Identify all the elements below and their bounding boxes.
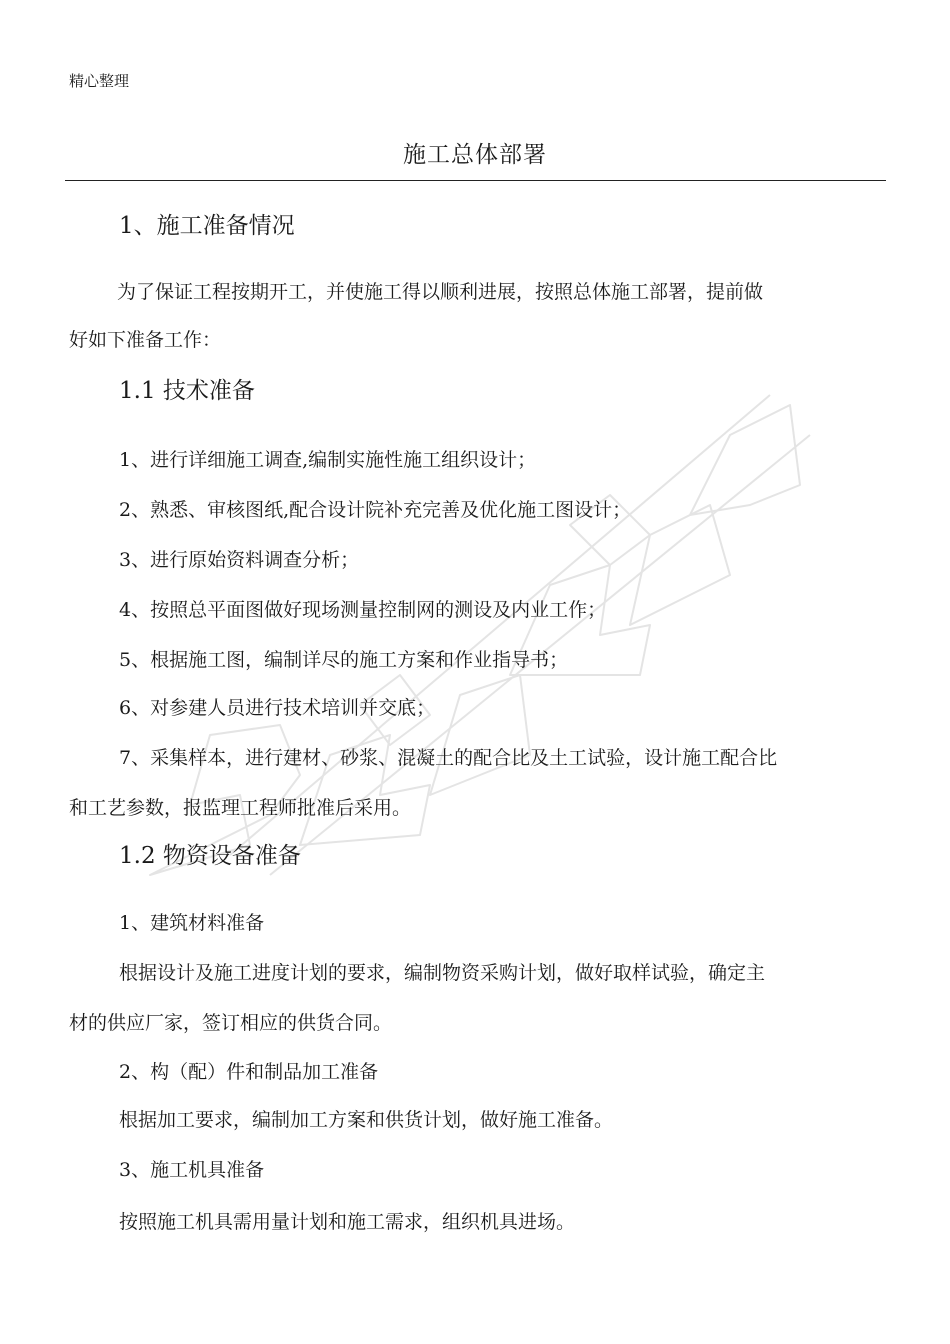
tech-item-6: 6、对参建人员进行技术培训并交底； — [119, 697, 436, 719]
intro-line-2: 好如下准备工作： — [69, 329, 222, 351]
intro-paragraph — [69, 268, 884, 364]
tech-item-1: 1、进行详细施工调查,编制实施性施工组织设计； — [119, 449, 537, 471]
title-divider — [65, 180, 886, 181]
machinery-heading: 3、施工机具准备 — [119, 1159, 265, 1181]
section-heading-1-2: 1.2 物资设备准备 — [119, 843, 301, 869]
tech-item-4: 4、按照总平面图做好现场测量控制网的测设及内业工作； — [119, 599, 607, 621]
document-title: 施工总体部署 — [403, 142, 547, 168]
components-text: 根据加工要求，编制加工方案和供货计划，做好施工准备。 — [119, 1109, 614, 1131]
tech-item-7: 7、采集样本，进行建材、砂浆、混凝土的配合比及土工试验，设计施工配合比 — [119, 747, 778, 769]
machinery-text: 按照施工机具需用量计划和施工需求，组织机具进场。 — [119, 1211, 576, 1233]
materials-heading: 1、建筑材料准备 — [119, 912, 265, 934]
materials-line-1: 根据设计及施工进度计划的要求，编制物资采购计划，做好取样试验，确定主 — [119, 962, 766, 984]
tech-item-5: 5、根据施工图，编制详尽的施工方案和作业指导书； — [119, 649, 569, 671]
section-heading-1-1: 1.1 技术准备 — [119, 378, 255, 404]
tech-item-2: 2、熟悉、审核图纸,配合设计院补充完善及优化施工图设计； — [119, 499, 632, 521]
materials-line-2: 材的供应厂家，签订相应的供货合同。 — [69, 1012, 393, 1034]
header-note: 精心整理 — [69, 72, 130, 90]
intro-line-1: 为了保证工程按期开工，并使施工得以顺利进展，按照总体施工部署，提前做 — [117, 281, 764, 303]
section-heading-1: 1、施工准备情况 — [119, 213, 295, 239]
components-heading: 2、构（配）件和制品加工准备 — [119, 1061, 379, 1083]
tech-item-7-continued: 和工艺参数，报监理工程师批准后采用。 — [69, 797, 412, 819]
tech-item-3: 3、进行原始资料调查分析； — [119, 549, 360, 571]
